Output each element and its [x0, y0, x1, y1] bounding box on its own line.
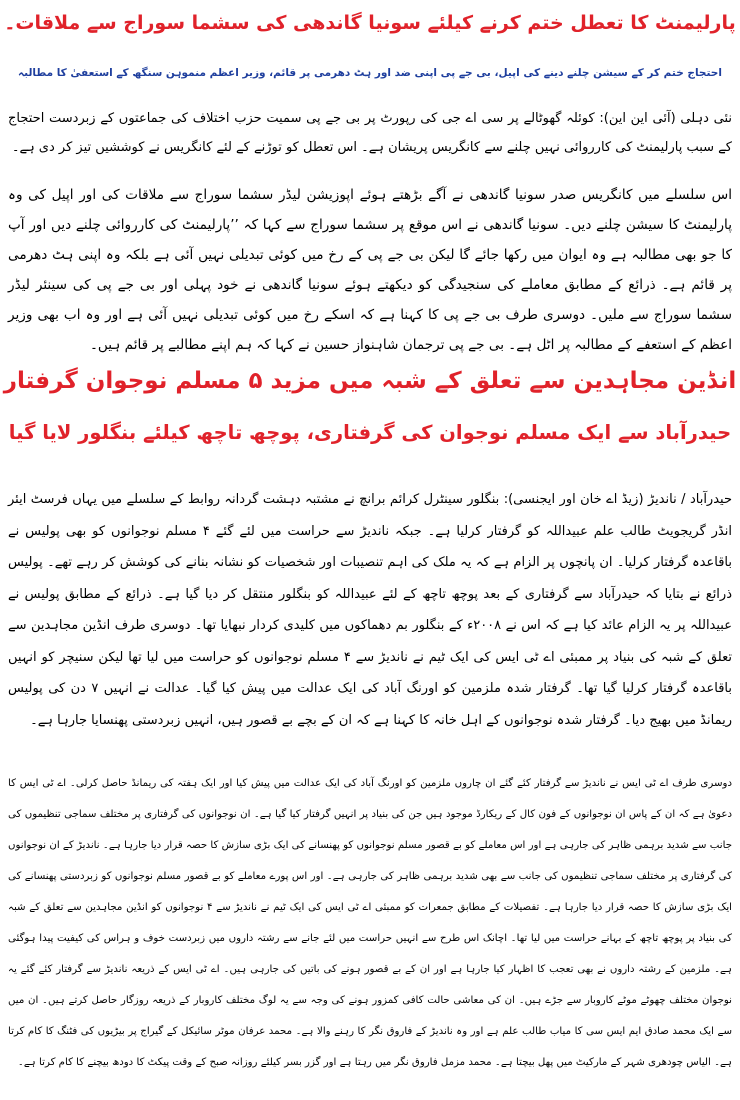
article2-paragraph-2 — [8, 768, 732, 1078]
article2-headline: انڈین مجاہدین سے تعلق کے شبہ میں مزید ۵ مسلم نوجوان گرفتار — [3, 368, 737, 394]
article2-paragraph-1-text: حیدرآباد / ناندیڑ (زیڈ اے خان اور ایجنسی): بنگلور سینٹرل کرائم برانچ نے مشتبہ دہشت گردانہ روابط کے سلسلے میں یہاں فرسٹ ایئر انڈر گریجویٹ طالب علم عبیداللہ کو گرفتار کرلیا ہے۔ جبکہ ناندیڑ سے حراست میں لئے گئے ۴ مسلم نوجوانوں کو بھی پولیس نے باقاعدہ گرفتار کرلیا۔ ان پانچوں پر الزام ہے کہ یہ ملک کی اہم تنصیبات اور شخصیات کو نشانہ بنانے کی کوشش کر رہے تھے۔ پولیس ذرائع نے بتایا کہ حیدرآباد سے گرفتاری کے بعد پوچھ تاچھ کے لئے عبیداللہ کو بنگلور منتقل کر دیا گیا ہے۔ ذرائع کے مطابق پولیس نے عبیداللہ پر یہ الزام عائد کیا ہے کہ اس نے ۲۰۰۸ء کے بنگلور بم دھماکوں میں کلیدی کردار نبھایا تھا۔ دوسری طرف انڈین مجاہدین سے تعلق کے شبہ کی بنیاد پر ممبئی اے ٹی ایس کی ایک ٹیم نے ناندیڑ سے ۴ مسلم نوجوانوں کو حراست میں لیا تھا لیکن سنیچر کو انہیں باقاعدہ گرفتار کرلیا گیا تھا۔ گرفتار شدہ ملزمین کو اورنگ آباد کی ایک عدالت میں پیش کیا گیا۔ عدالت نے انہیں ۷ دن کی پولیس ریمانڈ میں بھیج دیا۔ گرفتار شدہ نوجوانوں کے اہل خانہ کا کہنا ہے کہ ان کے بچے بے قصور ہیں، انہیں زبردستی پھنسایا جارہا ہے۔ — [8, 492, 732, 728]
article1-subheadline: احتجاج ختم کر کے سیشن چلنے دینے کی اپیل، بی جے پی اپنی ضد اور ہٹ دھرمی پر قائم، وزیر اعظم منموہن سنگھ کے استعفیٰ کا مطالبہ — [18, 67, 722, 79]
article1-paragraph-1-text: نئی دہلی (آئی این این): کوئلہ گھوٹالے پر سی اے جی کی رپورٹ پر بی جے پی سمیت حزب اختلاف کی جماعتوں کے زبردست احتجاج کے سبب پارلیمنٹ کی کارروائی نہیں چلنے سے کانگریس پریشان ہے۔ اس تعطل کو توڑنے کے لئے کانگریس نے کوششیں تیز کر دی ہے۔ — [8, 111, 732, 155]
article2-subheadline: حیدرآباد سے ایک مسلم نوجوان کی گرفتاری، پوچھ تاچھ کیلئے بنگلور لایا گیا — [8, 421, 732, 444]
article1-headline: پارلیمنٹ کا تعطل ختم کرنے کیلئے سونیا گاندھی کی سشما سوراج سے ملاقات۔ — [4, 12, 736, 34]
article1-paragraph-2-text: اس سلسلے میں کانگریس صدر سونیا گاندھی نے آگے بڑھتے ہوئے اپوزیشن لیڈر سشما سوراج سے ملاقات کی اور اپیل کی وہ پارلیمنٹ کا سیشن چلنے دیں۔ سونیا گاندھی نے اس موقع پر سشما سوراج سے کہا کہ ’’پارلیمنٹ کی کارروائی چلنے دیں اور آپ کا جو بھی مطالبہ ہے وہ ایوان میں رکھا جائے گا لیکن بی جے پی کے رخ میں کوئی تبدیلی نہیں آئی ہے بلکہ وہ اپنی ہٹ دھرمی پر قائم ہے۔ ذرائع کے مطابق معاملے کی سنجیدگی کو دیکھتے ہوئے سونیا گاندھی نے خود پہلی اور بی جے پی کی سینئر لیڈر سشما سوراج سے ملیں۔ دوسری طرف بی جے پی کا کہنا ہے کہ اسکے رخ میں کوئی تبدیلی نہیں آئی ہے اور وہ اب بھی وزیر اعظم کے استعفے کے مطالبہ پر اٹل ہے۔ بی جے پی ترجمان شاہنواز حسین نے کہا کہ ہم اپنے مطالبے پر قائم ہیں۔ — [8, 187, 732, 353]
article1-paragraph-1 — [8, 104, 732, 162]
article1-paragraph-2 — [8, 180, 732, 360]
article2-paragraph-2-text: دوسری طرف اے ٹی ایس نے ناندیڑ سے گرفتار کئے گئے ان چاروں ملزمین کو اورنگ آباد کی ایک عدالت میں پیش کیا اور ایک ہفتہ کی ریمانڈ حاصل کرلی۔ اے ٹی ایس کا دعویٰ ہے کہ ان کے پاس ان نوجوانوں کے فون کال کے ریکارڈ موجود ہیں جن کی بنیاد پر انہیں گرفتار کیا گیا ہے۔ ان نوجوانوں کی گرفتاری پر مختلف سماجی تنظیموں کی جانب سے شدید برہمی ظاہر کی جارہی ہے اور اس معاملے کو بے قصور مسلم نوجوانوں کو پھنسانے کی ایک بڑی سازش کا حصہ قرار دیا جارہا ہے۔ ناندیڑ کے ان نوجوانوں کی گرفتاری پر مختلف سماجی تنظیموں کی جانب سے بھی شدید برہمی ظاہر کی جارہی ہے۔ اور اس پورے معاملے کو بے قصور مسلم نوجوانوں کو زبردستی پھنسانے کی ایک بڑی سازش کا حصہ قرار دیا جارہا ہے۔ تفصیلات کے مطابق جمعرات کو ممبئی اے ٹی ایس کی ایک ٹیم نے ناندیڑ سے ۴ نوجوانوں کو انڈین مجاہدین سے تعلق کے شبہ کی بنیاد پر پوچھ تاچھ کے بہانے حراست میں لیا تھا۔ اچانک اس طرح سے انہیں حراست میں لئے جانے سے رشتہ داروں میں زبردست خوف و ہراس کی کیفیت پیدا ہوگئی ہے۔ ملزمین کے رشتہ داروں نے بھی تعجب کا اظہار کیا جارہا ہے اور ان کے بے قصور ہونے کی باتیں کی جارہی ہیں۔ اے ٹی ایس کے ذریعہ ناندیڑ سے گرفتار کئے گئے یہ نوجوان مختلف چھوٹے موٹے کاروبار سے جڑے ہیں۔ ان کی معاشی حالت کافی کمزور ہونے کی وجہ سے یہ لوگ مختلف کاروبار کے ذریعہ روزگار حاصل کرتے ہیں۔ ان میں سے ایک محمد صادق ایم ایس سی کا میاب طالب علم ہے اور وہ ناندیڑ کے فاروق نگر کا رہنے والا ہے۔ محمد عرفان موٹر سائیکل کے گیراج پر بیڑیوں کی فٹنگ کا کام کرتا ہے۔ الیاس چودھری شہر کے مارکیٹ میں پھل بیچتا ہے۔ محمد مزمل فاروق نگر میں رہتا ہے اور گزر بسر کیلئے روزانہ صبح کے وقت پیکٹ کا دودھ بیچنے کا کام کرتا ہے۔ — [8, 778, 732, 1068]
article2-paragraph-1 — [8, 484, 732, 736]
